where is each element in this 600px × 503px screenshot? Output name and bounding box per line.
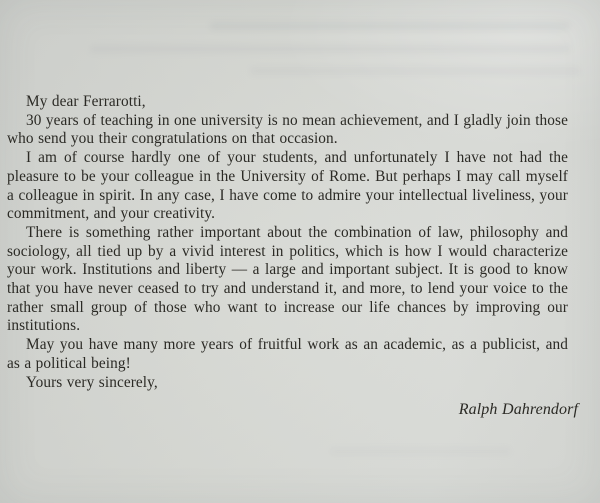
show-through-smudge: [210, 22, 570, 30]
show-through-smudge: [90, 45, 570, 53]
letter-paragraph-4: May you have many more years of fruitful work as an academic, as a publicist, and as a political being!: [7, 336, 568, 372]
letter-paragraph-1: 30 years of teaching in one university is no mean achievement, and I gladly join those who send you their congratulations on that occasion.: [7, 111, 568, 148]
letter-paragraph-3: There is something rather important about the combination of law, philosophy and sociology, all tied up by a vivid interest in politics, which is how I would characterize your work. Institutions and liberty — a large and important subject. It is good to know that you have never ceased to try and understand it, and more, to lend your voice to the rather small group of those who want to increase our life chances by improving our institutions.: [7, 223, 568, 335]
letter-salutation: My dear Ferrarotti,: [26, 93, 146, 110]
letter-paragraph-2: I am of course hardly one of your students, and unfortunately I have not had the pleasure to be your colleague in the University of Rome. But perhaps I may call myself a colleague in spirit. In any case, I have come to admire your intellectual liveliness, your commitment, and your creativity.: [7, 149, 568, 223]
letter-body: [7, 93, 578, 420]
show-through-smudge: [250, 67, 580, 75]
letter-closing: Yours very sincerely,: [26, 373, 158, 391]
letter-signature: Ralph Dahrendorf: [458, 401, 578, 419]
show-through-smudge: [330, 448, 510, 455]
